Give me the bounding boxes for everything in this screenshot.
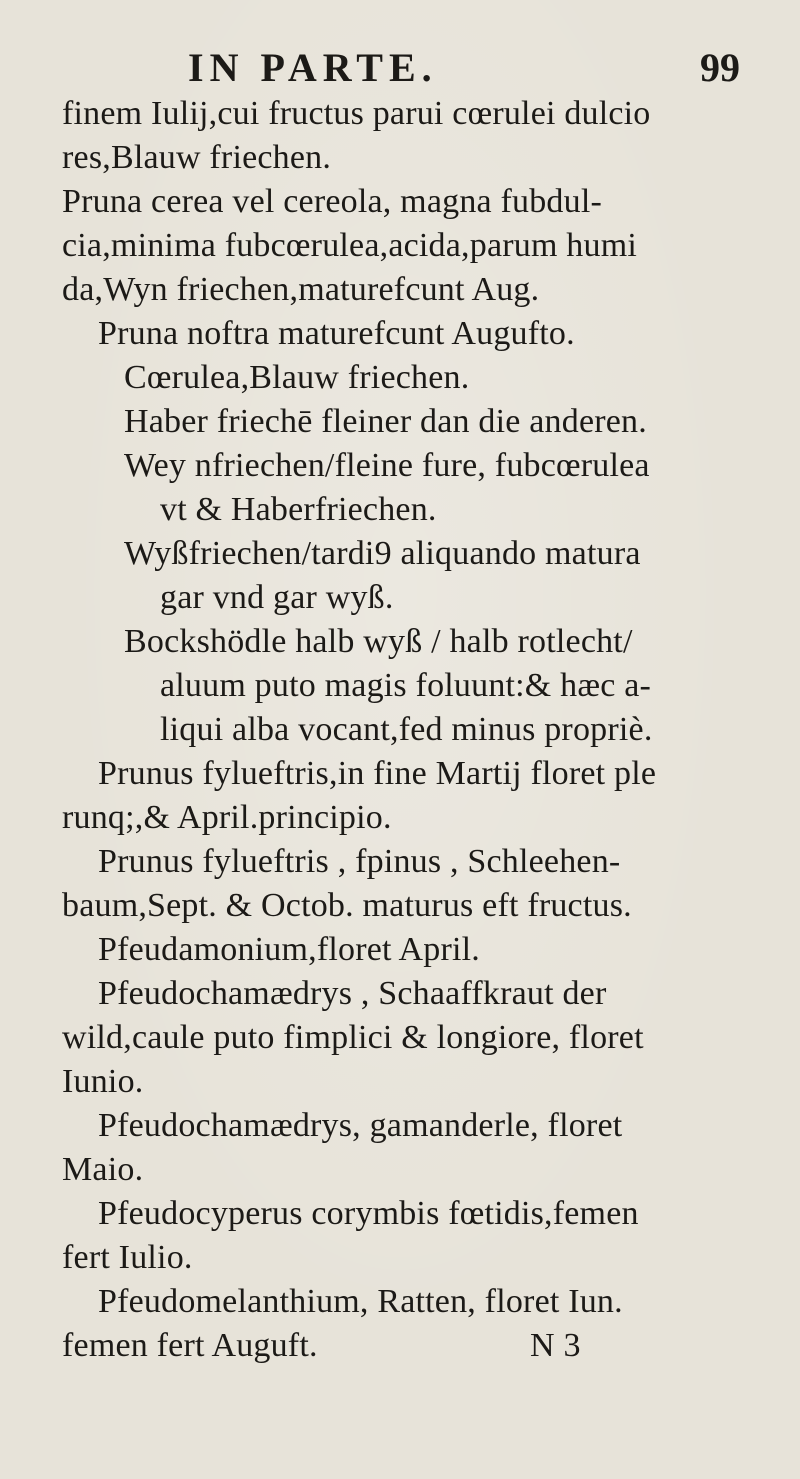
text-line: vt & Haberfriechen. <box>160 491 437 528</box>
text-line: Pfeudochamædrys , Schaaffkraut der <box>98 975 607 1012</box>
text-line: res,Blauw friechen. <box>62 139 332 176</box>
running-head: IN PARTE. <box>188 45 438 90</box>
text-line: Prunus fylueftris,in fine Martij floret ple <box>98 755 657 792</box>
text-line: Pfeudomelanthium, Ratten, floret Iun. <box>98 1283 623 1320</box>
text-line: Pruna cerea vel cereola, magna fubdul- <box>62 183 602 220</box>
text-line: Maio. <box>62 1151 144 1188</box>
text-line: Cœrulea,Blauw friechen. <box>124 359 470 396</box>
text-line: wild,caule puto fimplici & longiore, floret <box>62 1019 644 1056</box>
text-line: femen fert Auguft. <box>62 1327 318 1364</box>
text-line: gar vnd gar wyß. <box>160 579 394 616</box>
text-line: Iunio. <box>62 1063 144 1100</box>
page-number: 99 <box>700 45 740 90</box>
text-line: Wyßfriechen/tardi9 aliquando matura <box>124 535 641 572</box>
signature-mark: N 3 <box>530 1327 581 1364</box>
text-line: cia,minima fubcœrulea,acida,parum humi <box>62 227 637 264</box>
text-line: Wey nfriechen/fleine fure, fubcœrulea <box>124 447 650 484</box>
text-line: Prunus fylueftris , fpinus , Schleehen- <box>98 843 621 880</box>
text-line: runq;,& April.principio. <box>62 799 392 836</box>
text-line: fert Iulio. <box>62 1239 193 1276</box>
text-line: Pruna noftra maturefcunt Augufto. <box>98 315 575 352</box>
text-line: finem Iulij,cui fructus parui cœrulei dulcio <box>62 95 651 132</box>
text-line: liqui alba vocant,fed minus propriè. <box>160 711 653 748</box>
text-line: Haber friechē fleiner dan die anderen. <box>124 403 647 440</box>
text-line: aluum puto magis foluunt:& hæc a- <box>160 667 652 704</box>
text-line: Pfeudocyperus corymbis fœtidis,femen <box>98 1195 639 1232</box>
text-line: Pfeudochamædrys, gamanderle, floret <box>98 1107 623 1144</box>
text-line: baum,Sept. & Octob. maturus eft fructus. <box>62 887 632 924</box>
text-line: da,Wyn friechen,maturefcunt Aug. <box>62 271 540 308</box>
text-line: Bockshödle halb wyß / halb rotlecht/ <box>124 623 633 660</box>
text-line: Pfeudamonium,floret April. <box>98 931 480 968</box>
page-header <box>0 40 800 90</box>
